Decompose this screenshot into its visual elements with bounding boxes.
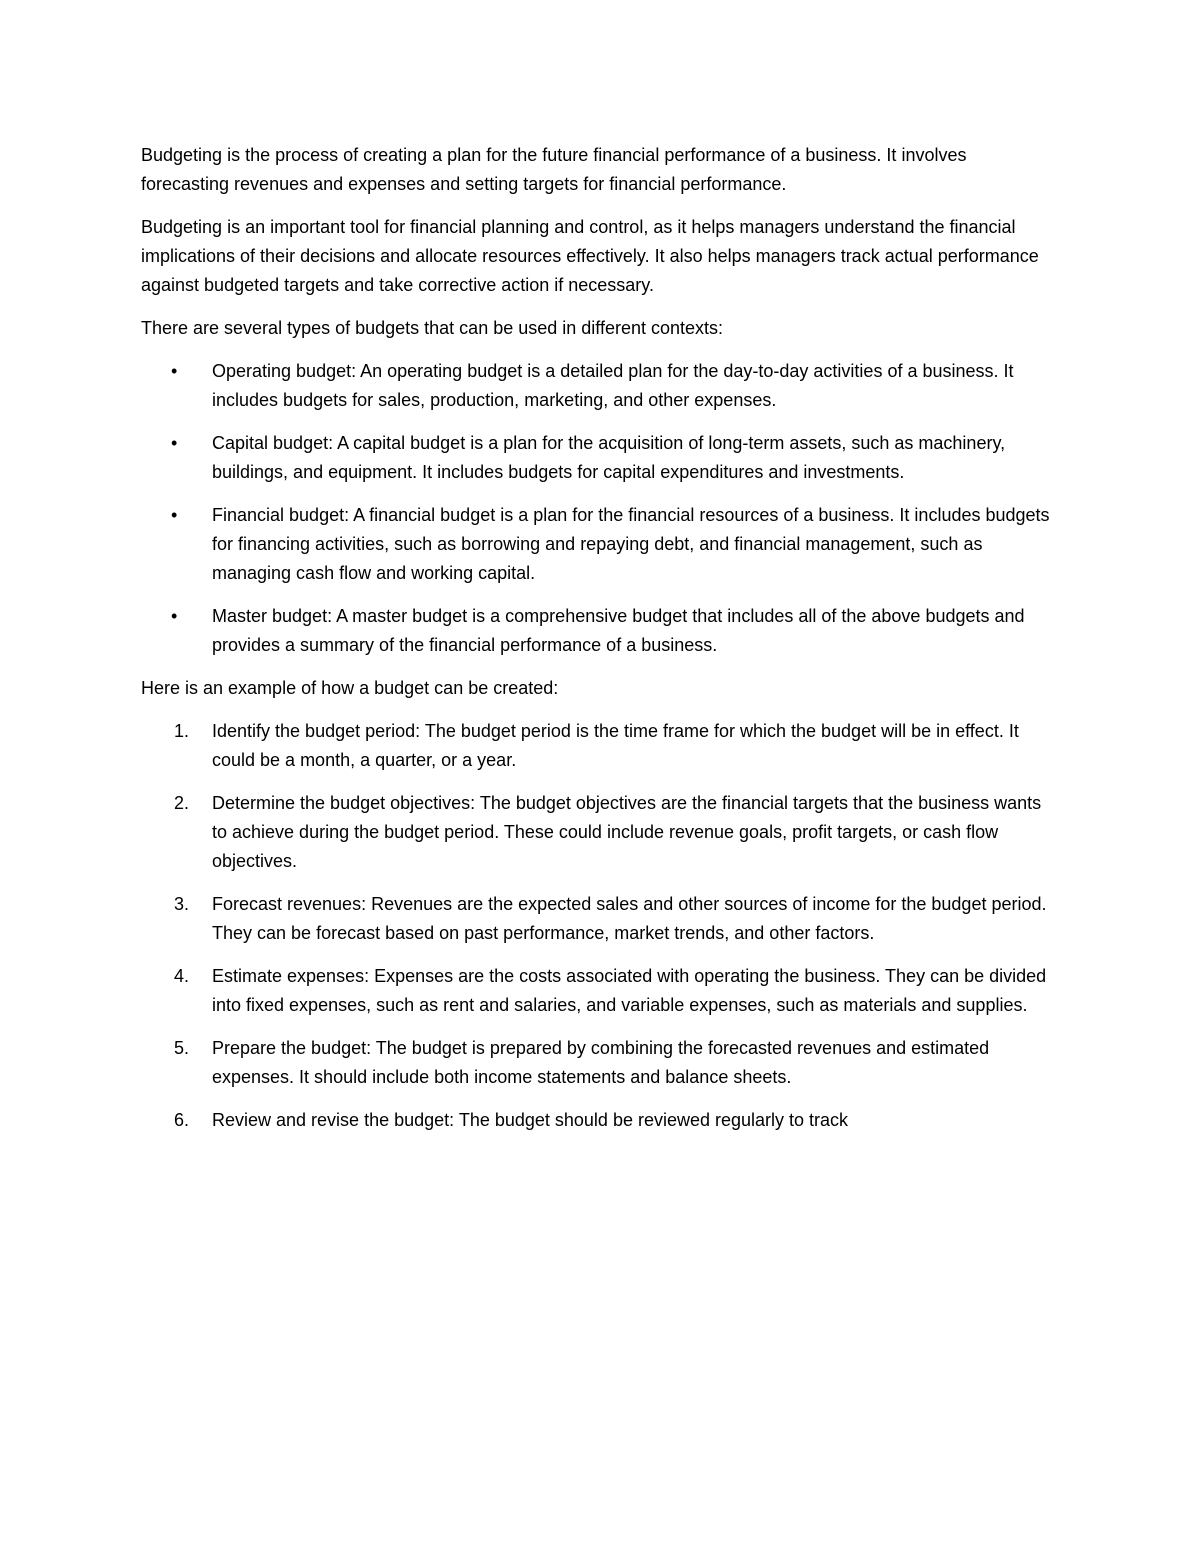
intro-paragraph: There are several types of budgets that can be used in different contexts: (141, 318, 724, 338)
step-number: 2. (174, 793, 190, 813)
list-item (141, 789, 1056, 876)
list-item (141, 429, 1056, 487)
steps-list (141, 717, 1056, 1135)
list-item-text: Financial budget: A financial budget is a plan for the financial resources of a business. It includes budgets for financing activities, such as borrowing and repaying debt, and financial management, such as managing cash flow and working capital. (212, 505, 1050, 583)
list-item (141, 1034, 1056, 1092)
step-text: Prepare the budget: The budget is prepared by combining the forecasted revenues and estimated expenses. It should include both income statements and balance sheets. (212, 1038, 990, 1087)
list-item (141, 501, 1056, 588)
step-number: 1. (174, 721, 190, 741)
bullet-icon: • (171, 433, 178, 453)
list-item (141, 602, 1056, 660)
step-number: 5. (174, 1038, 190, 1058)
list-item (141, 357, 1056, 415)
bullet-icon: • (171, 606, 178, 626)
bullet-icon: • (171, 361, 178, 381)
list-item (141, 962, 1056, 1020)
intro-paragraph: Budgeting is the process of creating a plan for the future financial performance of a business. It involves forecasting revenues and expenses and setting targets for financial performance. (141, 145, 967, 194)
step-text: Forecast revenues: Revenues are the expected sales and other sources of income for the budget period. They can be forecast based on past performance, market trends, and other factors. (212, 894, 1047, 943)
intro-paragraph: Budgeting is an important tool for financial planning and control, as it helps managers understand the financial implications of their decisions and allocate resources effectively. It also helps managers track actual performance against budgeted targets and take corrective action if necessary. (141, 217, 1039, 295)
step-text: Estimate expenses: Expenses are the costs associated with operating the business. They can be divided into fixed expenses, such as rent and salaries, and variable expenses, such as materials and supplies. (212, 966, 1047, 1015)
step-text: Determine the budget objectives: The budget objectives are the financial targets that the business wants to achieve during the budget period. These could include revenue goals, profit targets, or cash flow objectives. (212, 793, 1042, 871)
budget-types-list (141, 357, 1056, 660)
example-intro: Here is an example of how a budget can be created: (141, 678, 559, 698)
list-item (141, 1106, 1056, 1135)
step-text: Identify the budget period: The budget period is the time frame for which the budget will be in effect. It could be a month, a quarter, or a year. (212, 721, 1019, 770)
step-number: 3. (174, 894, 190, 914)
list-item (141, 717, 1056, 775)
list-item-text: Operating budget: An operating budget is a detailed plan for the day-to-day activities of a business. It includes budgets for sales, production, marketing, and other expenses. (212, 361, 1014, 410)
step-text: Review and revise the budget: The budget should be reviewed regularly to track (212, 1110, 849, 1130)
bullet-icon: • (171, 505, 178, 525)
list-item-text: Master budget: A master budget is a comprehensive budget that includes all of the above budgets and provides a summary of the financial performance of a business. (212, 606, 1025, 655)
document-body (141, 141, 1056, 1149)
list-item-text: Capital budget: A capital budget is a plan for the acquisition of long-term assets, such as machinery, buildings, and equipment. It includes budgets for capital expenditures and investments. (212, 433, 1006, 482)
step-number: 6. (174, 1110, 190, 1130)
step-number: 4. (174, 966, 190, 986)
list-item (141, 890, 1056, 948)
